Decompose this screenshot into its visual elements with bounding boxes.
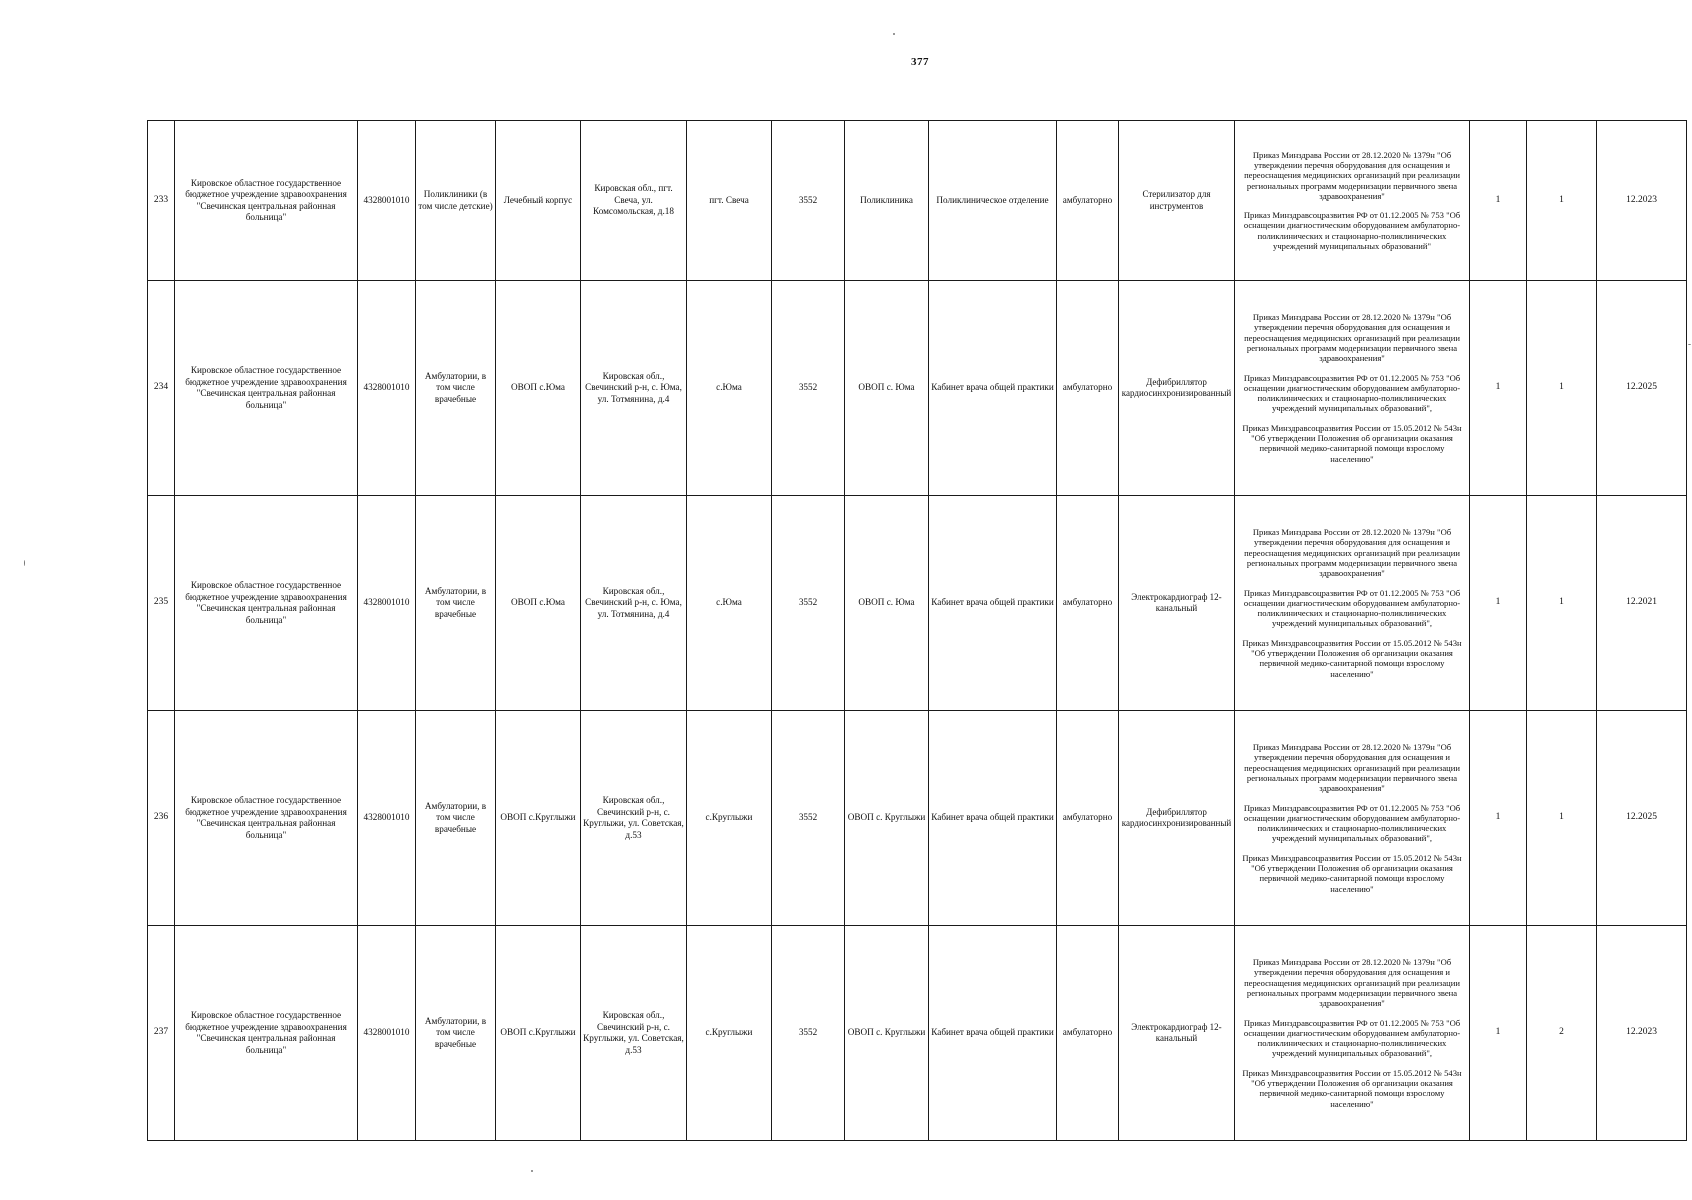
scan-speck xyxy=(24,560,25,566)
building-name: ОВОП с.Юма xyxy=(496,496,581,711)
locality-name: с.Юма xyxy=(687,281,772,496)
row-number: 236 xyxy=(148,711,175,926)
regulatory-documents xyxy=(1235,121,1470,281)
regulatory-document: Приказ Минздравсоцразвития РФ от 01.12.2005 № 753 "Об оснащении диагностическим оборудованием амбулаторно-поликлинических и стационарно-поликлинических учреждений муниципальных образований", xyxy=(1243,372,1461,414)
facility-address: Кировская обл., пгт. Свеча, ул. Комсомольская, д.18 xyxy=(581,121,687,281)
page-number: 377 xyxy=(911,56,929,68)
locality-name: с.Юма xyxy=(687,496,772,711)
quantity-planned: 1 xyxy=(1470,496,1527,711)
facility-type: Поликлиники (в том числе детские) xyxy=(416,121,496,281)
building-name: ОВОП с.Юма xyxy=(496,281,581,496)
equipment-name: Дефибриллятор кардиосинхронизированный xyxy=(1119,711,1235,926)
delivery-date: 12.2025 xyxy=(1597,711,1687,926)
care-mode: амбулаторно xyxy=(1057,496,1119,711)
care-mode: амбулаторно xyxy=(1057,711,1119,926)
building-name: ОВОП с.Круглыжи xyxy=(496,926,581,1141)
care-mode: амбулаторно xyxy=(1057,281,1119,496)
equipment-name: Электрокардиограф 12-канальный xyxy=(1119,926,1235,1141)
department-name: Кабинет врача общей практики xyxy=(929,711,1057,926)
table-body xyxy=(148,121,1687,1141)
equipment-name: Стерилизатор для инструментов xyxy=(1119,121,1235,281)
regulatory-document: Приказ Минздравсоцразвития РФ от 01.12.2005 № 753 "Об оснащении диагностическим оборудованием амбулаторно-поликлинических и стационарно-поликлинических учреждений муниципальных образований", xyxy=(1243,1017,1461,1059)
inn-code: 4328001010 xyxy=(358,926,416,1141)
care-mode: амбулаторно xyxy=(1057,121,1119,281)
table-row xyxy=(148,496,1687,711)
facility-type: Амбулатории, в том числе врачебные xyxy=(416,711,496,926)
table-row xyxy=(148,711,1687,926)
facility-type: Амбулатории, в том числе врачебные xyxy=(416,926,496,1141)
scan-speck xyxy=(531,1170,533,1172)
region-code: 3552 xyxy=(772,496,845,711)
subunit-name: ОВОП с. Юма xyxy=(845,496,929,711)
facility-type: Амбулатории, в том числе врачебные xyxy=(416,281,496,496)
row-number: 235 xyxy=(148,496,175,711)
subunit-name: ОВОП с. Юма xyxy=(845,281,929,496)
regulatory-document: Приказ Минздрава России от 28.12.2020 № 1379н "Об утверждении перечня оборудования для оснащения и переоснащения медицинских организаций при реализации региональных программ модернизации первичного звена здравоохранения" xyxy=(1244,311,1460,364)
regulatory-documents xyxy=(1235,281,1470,496)
regulatory-document: Приказ Минздрава России от 28.12.2020 № 1379н "Об утверждении перечня оборудования для оснащения и переоснащения медицинских организаций при реализации региональных программ модернизации первичного звена здравоохранения" xyxy=(1244,741,1460,794)
facility-type: Амбулатории, в том числе врачебные xyxy=(416,496,496,711)
quantity-total: 1 xyxy=(1527,711,1597,926)
region-code: 3552 xyxy=(772,121,845,281)
locality-name: с.Круглыжи xyxy=(687,926,772,1141)
facility-address: Кировская обл., Свечинский р-н, с. Круглыжи, ул. Советская, д.53 xyxy=(581,926,687,1141)
regulatory-document: Приказ Минздрава России от 28.12.2020 № 1379н "Об утверждении перечня оборудования для оснащения и переоснащения медицинских организаций при реализации региональных программ модернизации первичного звена здравоохранения" xyxy=(1244,149,1460,201)
table-row xyxy=(148,121,1687,281)
subunit-name: ОВОП с. Круглыжи xyxy=(845,711,929,926)
quantity-planned: 1 xyxy=(1470,711,1527,926)
regulatory-document: Приказ Минздравсоцразвития России от 15.05.2012 № 543н "Об утверждении Положения об организации оказания первичной медико-санитарной помощи взрослому населению" xyxy=(1242,1067,1462,1109)
building-name: ОВОП с.Круглыжи xyxy=(496,711,581,926)
regulatory-document: Приказ Минздравсоцразвития России от 15.05.2012 № 543н "Об утверждении Положения об организации оказания первичной медико-санитарной помощи взрослому населению" xyxy=(1242,637,1462,679)
regulatory-document: Приказ Минздрава России от 28.12.2020 № 1379н "Об утверждении перечня оборудования для оснащения и переоснащения медицинских организаций при реализации региональных программ модернизации первичного звена здравоохранения" xyxy=(1244,526,1460,579)
table-row xyxy=(148,281,1687,496)
region-code: 3552 xyxy=(772,281,845,496)
regulatory-document: Приказ Минздравсоцразвития России от 15.05.2012 № 543н "Об утверждении Положения об организации оказания первичной медико-санитарной помощи взрослому населению" xyxy=(1242,422,1462,464)
organization-name: Кировское областное государственное бюджетное учреждение здравоохранения "Свечинская центральная районная больница" xyxy=(175,926,358,1141)
inn-code: 4328001010 xyxy=(358,121,416,281)
quantity-planned: 1 xyxy=(1470,926,1527,1141)
care-mode: амбулаторно xyxy=(1057,926,1119,1141)
row-number: 234 xyxy=(148,281,175,496)
region-code: 3552 xyxy=(772,711,845,926)
quantity-planned: 1 xyxy=(1470,121,1527,281)
subunit-name: ОВОП с. Круглыжи xyxy=(845,926,929,1141)
facility-address: Кировская обл., Свечинский р-н, с. Круглыжи, ул. Советская, д.53 xyxy=(581,711,687,926)
regulatory-documents xyxy=(1235,926,1470,1141)
quantity-total: 1 xyxy=(1527,281,1597,496)
scan-speck xyxy=(1688,344,1691,345)
delivery-date: 12.2023 xyxy=(1597,121,1687,281)
row-number: 233 xyxy=(148,121,175,281)
organization-name: Кировское областное государственное бюджетное учреждение здравоохранения "Свечинская центральная районная больница" xyxy=(175,711,358,926)
delivery-date: 12.2025 xyxy=(1597,281,1687,496)
regulatory-documents xyxy=(1235,496,1470,711)
table-row xyxy=(148,926,1687,1141)
department-name: Кабинет врача общей практики xyxy=(929,926,1057,1141)
department-name: Кабинет врача общей практики xyxy=(929,281,1057,496)
regulatory-documents xyxy=(1235,711,1470,926)
inn-code: 4328001010 xyxy=(358,496,416,711)
regulatory-document: Приказ Минздравсоцразвития РФ от 01.12.2005 № 753 "Об оснащении диагностическим оборудованием амбулаторно-поликлинических и стационарно-поликлинических учреждений муниципальных образований" xyxy=(1243,210,1461,252)
quantity-total: 2 xyxy=(1527,926,1597,1141)
delivery-date: 12.2021 xyxy=(1597,496,1687,711)
inn-code: 4328001010 xyxy=(358,711,416,926)
locality-name: с.Круглыжи xyxy=(687,711,772,926)
organization-name: Кировское областное государственное бюджетное учреждение здравоохранения "Свечинская центральная районная больница" xyxy=(175,281,358,496)
quantity-total: 1 xyxy=(1527,496,1597,711)
row-number: 237 xyxy=(148,926,175,1141)
locality-name: пгт. Свеча xyxy=(687,121,772,281)
facility-address: Кировская обл., Свечинский р-н, с. Юма, ул. Тотмянина, д.4 xyxy=(581,496,687,711)
regulatory-document: Приказ Минздравсоцразвития РФ от 01.12.2005 № 753 "Об оснащении диагностическим оборудованием амбулаторно-поликлинических и стационарно-поликлинических учреждений муниципальных образований", xyxy=(1243,587,1461,629)
equipment-name: Дефибриллятор кардиосинхронизированный xyxy=(1119,281,1235,496)
equipment-name: Электрокардиограф 12-канальный xyxy=(1119,496,1235,711)
subunit-name: Поликлиника xyxy=(845,121,929,281)
quantity-planned: 1 xyxy=(1470,281,1527,496)
scan-speck xyxy=(893,33,895,35)
inn-code: 4328001010 xyxy=(358,281,416,496)
department-name: Кабинет врача общей практики xyxy=(929,496,1057,711)
equipment-table xyxy=(147,120,1687,1141)
delivery-date: 12.2023 xyxy=(1597,926,1687,1141)
facility-address: Кировская обл., Свечинский р-н, с. Юма, ул. Тотмянина, д.4 xyxy=(581,281,687,496)
organization-name: Кировское областное государственное бюджетное учреждение здравоохранения "Свечинская центральная районная больница" xyxy=(175,121,358,281)
regulatory-document: Приказ Минздравсоцразвития РФ от 01.12.2005 № 753 "Об оснащении диагностическим оборудованием амбулаторно-поликлинических и стационарно-поликлинических учреждений муниципальных образований", xyxy=(1243,802,1461,844)
quantity-total: 1 xyxy=(1527,121,1597,281)
regulatory-document: Приказ Минздрава России от 28.12.2020 № 1379н "Об утверждении перечня оборудования для оснащения и переоснащения медицинских организаций при реализации региональных программ модернизации первичного звена здравоохранения" xyxy=(1244,956,1460,1009)
department-name: Поликлиническое отделение xyxy=(929,121,1057,281)
building-name: Лечебный корпус xyxy=(496,121,581,281)
region-code: 3552 xyxy=(772,926,845,1141)
organization-name: Кировское областное государственное бюджетное учреждение здравоохранения "Свечинская центральная районная больница" xyxy=(175,496,358,711)
regulatory-document: Приказ Минздравсоцразвития России от 15.05.2012 № 543н "Об утверждении Положения об организации оказания первичной медико-санитарной помощи взрослому населению" xyxy=(1242,852,1462,894)
